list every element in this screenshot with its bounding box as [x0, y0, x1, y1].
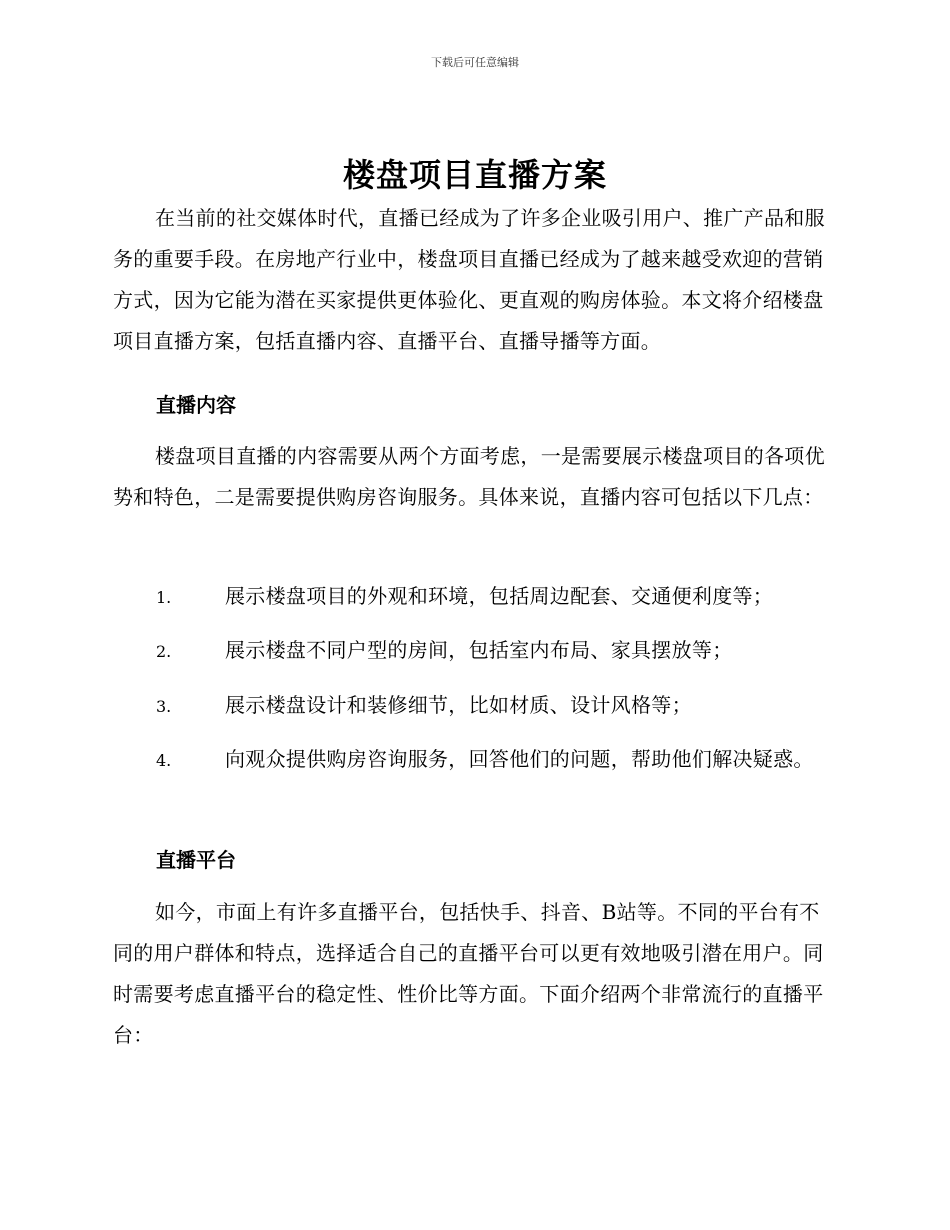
- list-number: 4.: [156, 751, 172, 770]
- document-title: 楼盘项目直播方案: [342, 156, 607, 194]
- list-text: 展示楼盘设计和装修细节，比如材质、设计风格等；: [225, 693, 692, 717]
- list-number: 1.: [156, 588, 172, 607]
- section2-paragraph: 如今，市面上有许多直播平台，包括快手、抖音、B站等。不同的平台有不同的用户群体和特点，选择适合自己的直播平台可以更有效地吸引潜在用户。同时需要考虑直播平台的稳定性、性价比等方面。下面介绍两个非常流行的直播平台：: [113, 900, 824, 1047]
- list-item: [113, 576, 839, 618]
- list-item: [113, 739, 839, 781]
- list-number: 3.: [156, 697, 172, 716]
- list-text: 向观众提供购房咨询服务，回答他们的问题，帮助他们解决疑惑。: [225, 747, 814, 771]
- list-text: 展示楼盘项目的外观和环境，包括周边配套、交通便利度等；: [225, 584, 774, 608]
- header-note: 下载后可任意编辑: [431, 56, 519, 69]
- section1-paragraph: 楼盘项目直播的内容需要从两个方面考虑，一是需要展示楼盘项目的各项优势和特色，二是需要提供购房咨询服务。具体来说，直播内容可包括以下几点：: [113, 444, 825, 509]
- intro-paragraph: 在当前的社交媒体时代，直播已经成为了许多企业吸引用户、推广产品和服务的重要手段。在房地产行业中，楼盘项目直播已经成为了越来越受欢迎的营销方式，因为它能为潜在买家提供更体验化、更直观的购房体验。本文将介绍楼盘项目直播方案，包括直播内容、直播平台、直播导播等方面。: [113, 206, 825, 353]
- list-number: 2.: [156, 642, 172, 661]
- list-item: [113, 685, 839, 727]
- list-item: [113, 630, 839, 672]
- list-text: 展示楼盘不同户型的房间，包括室内布局、家具摆放等；: [225, 638, 733, 662]
- section-heading-content: 直播内容: [156, 393, 236, 417]
- section-heading-platform: 直播平台: [156, 848, 236, 872]
